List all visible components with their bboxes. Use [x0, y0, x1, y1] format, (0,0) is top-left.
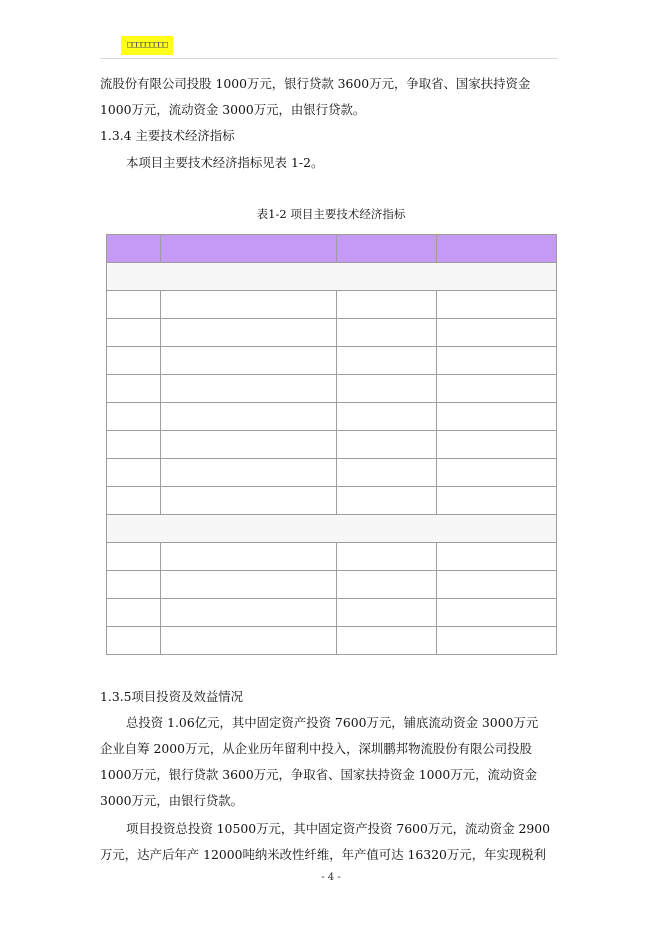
table-cell	[337, 459, 437, 487]
table-row	[107, 319, 557, 347]
table-cell	[107, 375, 161, 403]
table-cell	[107, 627, 161, 655]
table-row	[107, 291, 557, 319]
table-cell	[337, 431, 437, 459]
table-cell	[437, 347, 557, 375]
table-cell	[107, 263, 557, 291]
paragraph-line: 本项目主要技术经济指标见表 1-2。	[126, 155, 324, 170]
table-cell	[161, 571, 337, 599]
table-cell	[437, 543, 557, 571]
paragraph-line: 1000万元，流动资金 3000万元，由银行贷款。	[100, 102, 366, 117]
table-cell	[161, 319, 337, 347]
table-cell	[437, 627, 557, 655]
table-row	[107, 543, 557, 571]
table-cell	[437, 571, 557, 599]
table-cell	[161, 627, 337, 655]
table-cell	[161, 291, 337, 319]
table-cell	[337, 487, 437, 515]
table-cell	[161, 459, 337, 487]
paragraph-line: 项目投资总投资 10500万元，其中固定资产投资 7600万元，流动资金 2900	[126, 821, 551, 836]
table-header-cell	[337, 235, 437, 263]
table-cell	[161, 599, 337, 627]
section-heading-1-3-5: 1.3.5项目投资及效益情况	[100, 689, 244, 704]
table-cell	[337, 291, 437, 319]
table-cell	[107, 515, 557, 543]
table-cell	[337, 543, 437, 571]
paragraph-line: 总投资 1.06亿元，其中固定资产投资 7600万元，铺底流动资金 3000万元	[126, 715, 539, 730]
table-cell	[337, 403, 437, 431]
table-row	[107, 459, 557, 487]
header-divider	[100, 58, 558, 59]
table-cell	[337, 375, 437, 403]
table-cell	[161, 375, 337, 403]
table-cell	[107, 599, 161, 627]
table-cell	[107, 543, 161, 571]
table-cell	[437, 291, 557, 319]
table-header-cell	[437, 235, 557, 263]
table-group-row	[107, 263, 557, 291]
table-row	[107, 627, 557, 655]
table-caption: 表1-2 项目主要技术经济指标	[256, 207, 406, 221]
table-cell	[107, 403, 161, 431]
table-row	[107, 347, 557, 375]
section-heading-1-3-4: 1.3.4 主要技术经济指标	[100, 128, 235, 143]
table-row	[107, 571, 557, 599]
table-cell	[161, 403, 337, 431]
table-cell	[437, 375, 557, 403]
table-header-row	[107, 235, 557, 263]
table-cell	[337, 347, 437, 375]
table-cell	[161, 487, 337, 515]
table-cell	[107, 291, 161, 319]
paragraph-line: 流股份有限公司投股 1000万元，银行贷款 3600万元，争取省、国家扶持资金	[100, 76, 531, 91]
table-row	[107, 403, 557, 431]
table-cell	[161, 347, 337, 375]
company-logo: □□□□□□□□□	[121, 36, 173, 55]
table-cell	[107, 459, 161, 487]
table-row	[107, 487, 557, 515]
table-cell	[337, 571, 437, 599]
table-group-row	[107, 515, 557, 543]
table-cell	[161, 431, 337, 459]
table-header-cell	[161, 235, 337, 263]
table-cell	[437, 487, 557, 515]
table-cell	[337, 627, 437, 655]
table-header-cell	[107, 235, 161, 263]
table-cell	[107, 319, 161, 347]
table-cell	[337, 319, 437, 347]
table-cell	[107, 487, 161, 515]
table-cell	[161, 543, 337, 571]
paragraph-line: 企业自筹 2000万元，从企业历年留利中投入，深圳鹏邦物流股份有限公司投股	[100, 741, 532, 756]
paragraph-line: 1000万元，银行贷款 3600万元，争取省、国家扶持资金 1000万元，流动资金	[100, 767, 538, 782]
table-cell	[107, 431, 161, 459]
table-cell	[107, 571, 161, 599]
paragraph-line: 3000万元，由银行贷款。	[100, 793, 244, 808]
page-number: - 4 -	[321, 872, 341, 883]
table-row	[107, 599, 557, 627]
table-row	[107, 375, 557, 403]
table-cell	[337, 599, 437, 627]
table-cell	[437, 431, 557, 459]
table-cell	[437, 319, 557, 347]
table-cell	[107, 347, 161, 375]
paragraph-line: 万元，达产后年产 12000吨纳米改性纤维，年产值可达 16320万元，年实现税利	[100, 847, 547, 862]
table-cell	[437, 403, 557, 431]
table-row	[107, 431, 557, 459]
table-cell	[437, 599, 557, 627]
tech-econ-indicators-table	[106, 234, 557, 655]
table-cell	[437, 459, 557, 487]
